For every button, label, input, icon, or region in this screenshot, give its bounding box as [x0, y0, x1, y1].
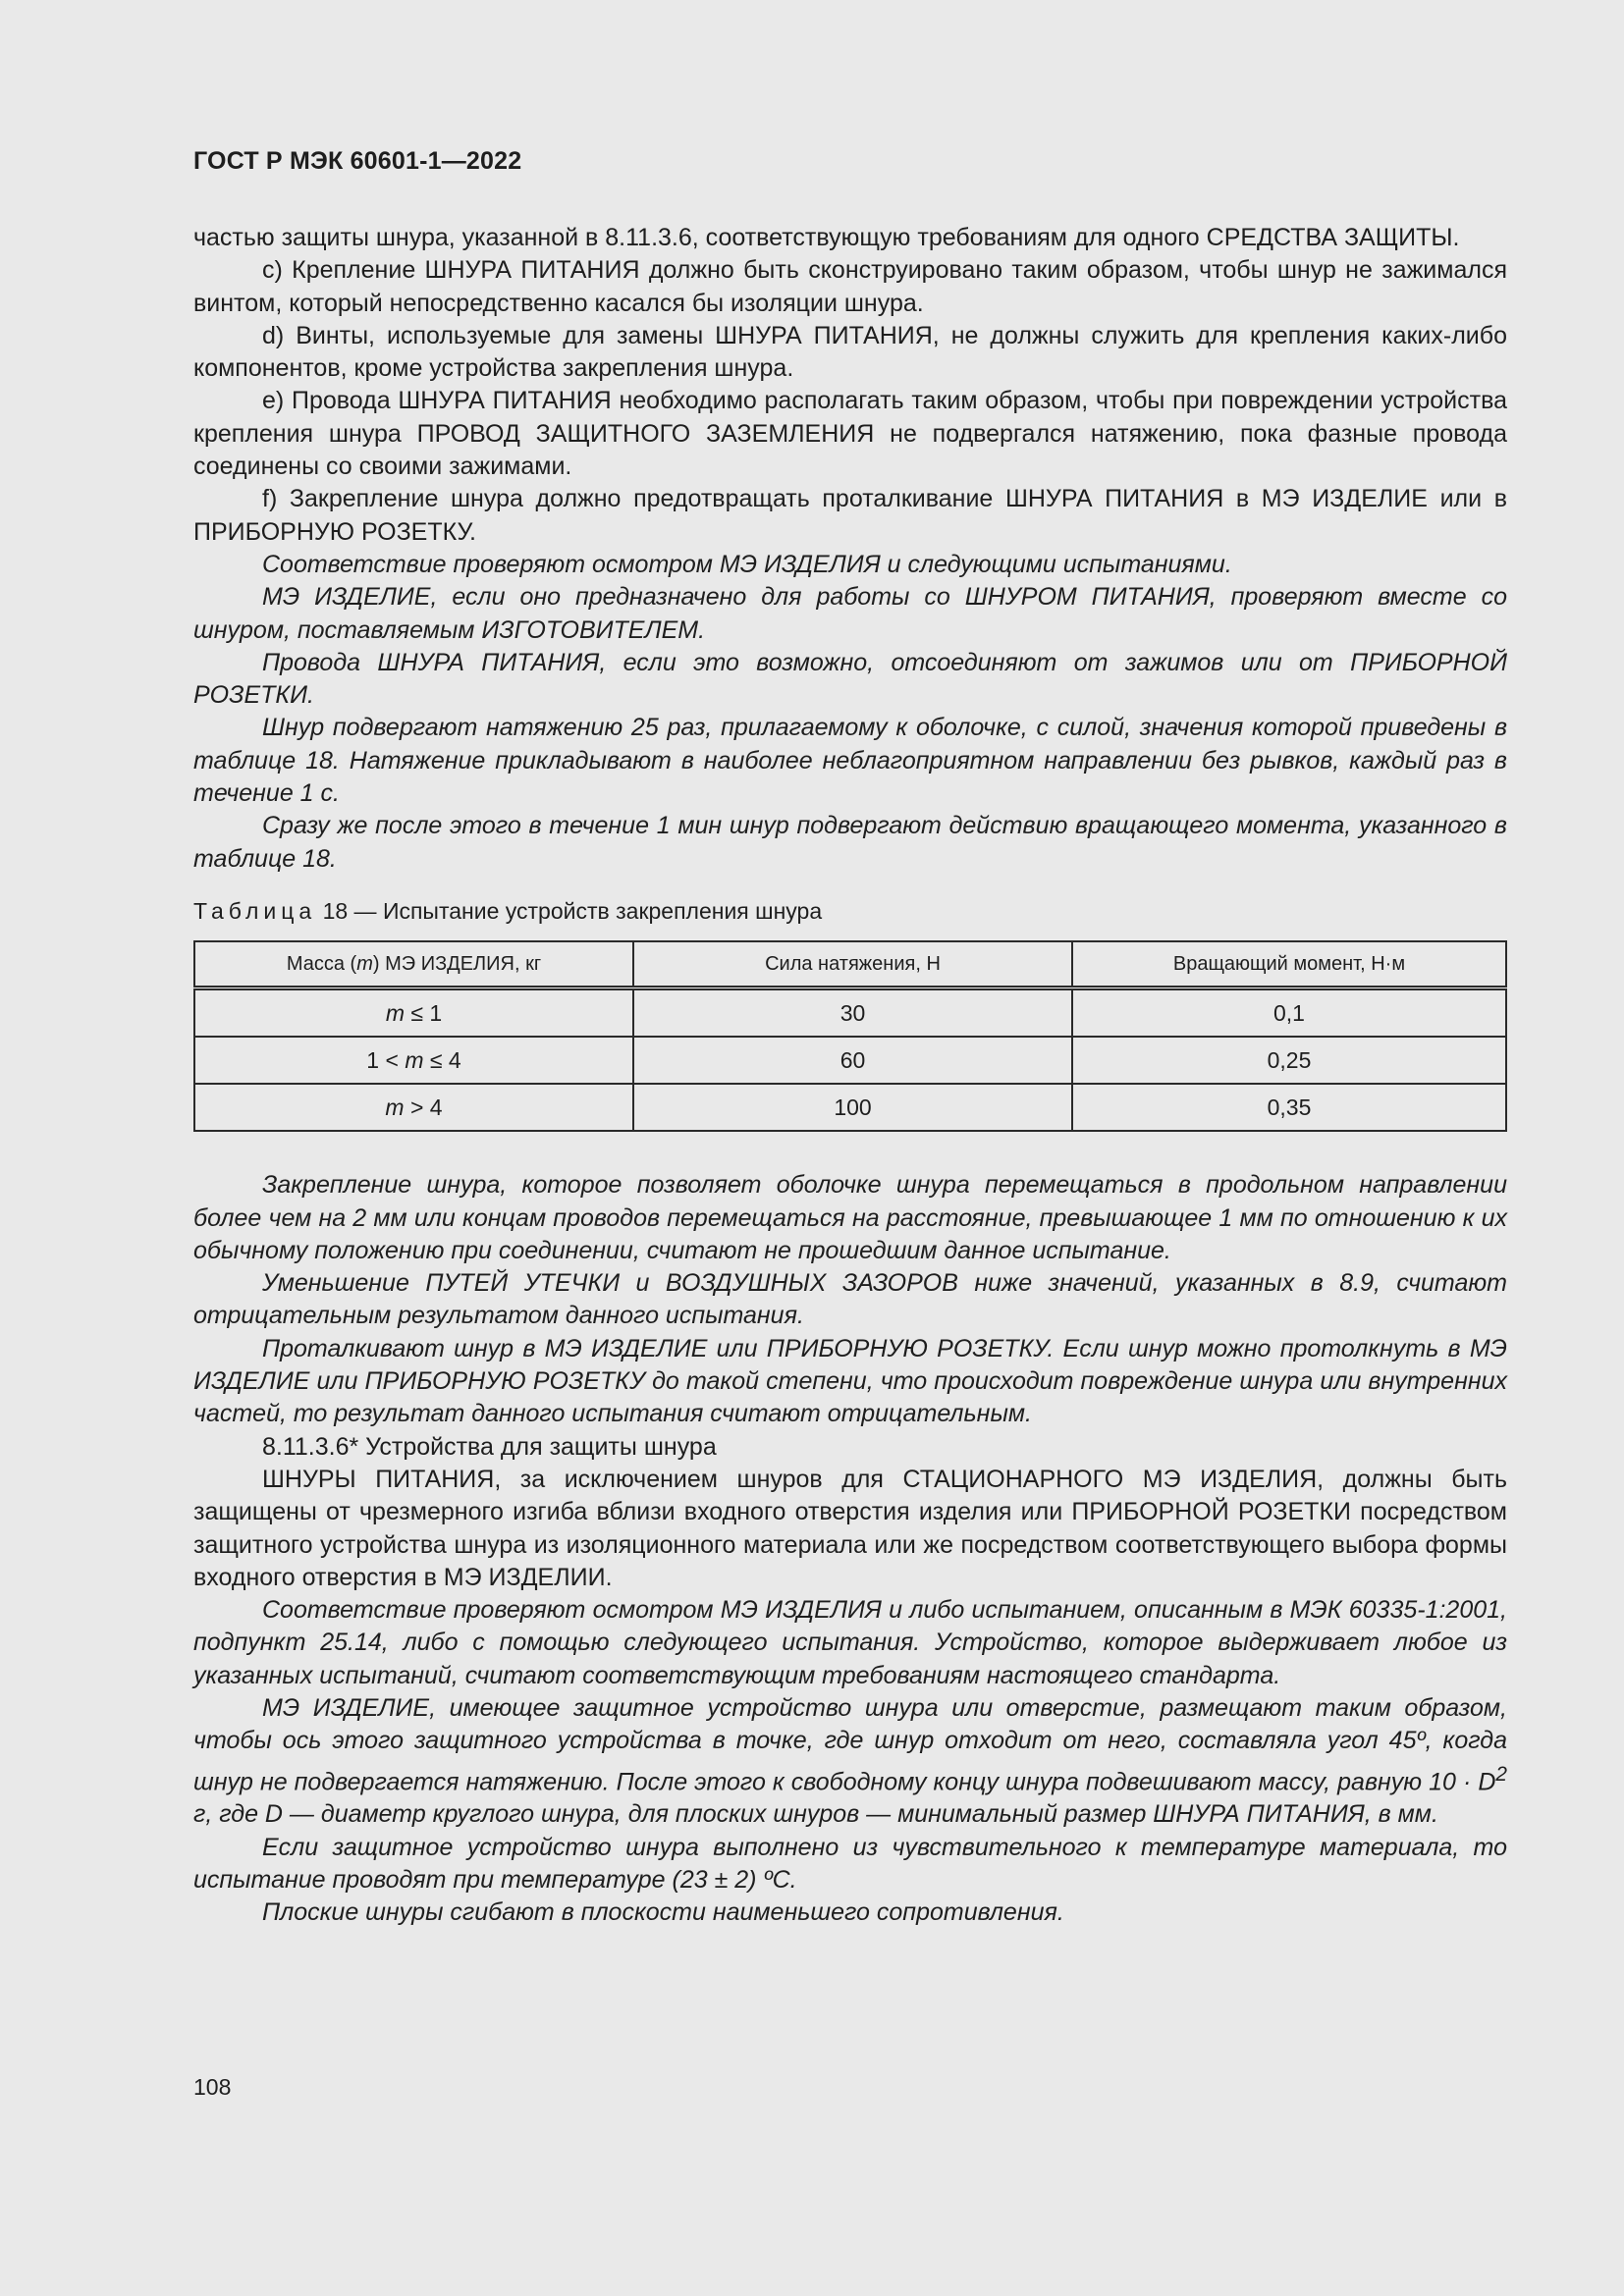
- cell-force: 60: [633, 1037, 1072, 1084]
- cell-force: 100: [633, 1084, 1072, 1131]
- compliance-paragraph: МЭ ИЗДЕЛИЕ, если оно предназначено для работы со ШНУРОМ ПИТАНИЯ, проверяют вместе со шнуром, поставляемым ИЗГОТОВИТЕЛЕМ.: [193, 583, 1507, 644]
- compliance-paragraph: Соответствие проверяют осмотром МЭ ИЗДЕЛИЯ и следующими испытаниями.: [262, 550, 1232, 578]
- compliance-paragraph: Закрепление шнура, которое позволяет оболочке шнура перемещаться в продольном направлении более чем на 2 мм или концам проводов перемещаться на расстояние, превышающее 1 мм по отношению к их обычному положению при соединении, считают не прошедшим данное испытание.: [193, 1171, 1507, 1264]
- cell-mass: m ≤ 1: [194, 988, 633, 1038]
- table-caption-title: 18 — Испытание устройств закрепления шнура: [322, 897, 823, 924]
- paragraph-item-d: d) Винты, используемые для замены ШНУРА ПИТАНИЯ, не должны служить для крепления каких-либо компонентов, кроме устройства закрепления шнура.: [193, 321, 1507, 383]
- section-heading-8-11-3-6: 8.11.3.6* Устройства для защиты шнура: [262, 1432, 717, 1461]
- compliance-paragraph: Проталкивают шнур в МЭ ИЗДЕЛИЕ или ПРИБОРНУЮ РОЗЕТКУ. Если шнур можно протолкнуть в МЭ ИЗДЕЛИЕ или ПРИБОРНУЮ РОЗЕТКУ до такой степени, что происходит повреждение шнура или внутренних частей, то результат данного испытания считают отрицательным.: [193, 1334, 1507, 1428]
- paragraph: ШНУРЫ ПИТАНИЯ, за исключением шнуров для СТАЦИОНАРНОГО МЭ ИЗДЕЛИЯ, должны быть защищены от чрезмерного изгиба вблизи входного отверстия изделия или ПРИБОРНОЙ РОЗЕТКИ посредством защитного устройства шнура из изоляционного материала или же посредством соответствующего выбора формы входного отверстия в МЭ ИЗДЕЛИИ.: [193, 1465, 1507, 1591]
- compliance-paragraph: Если защитное устройство шнура выполнено из чувствительного к температуре материала, то испытание проводят при температуре (23 ± 2) ºC.: [193, 1833, 1507, 1894]
- compliance-paragraph: Сразу же после этого в течение 1 мин шнур подвергают действию вращающего момента, указанного в таблице 18.: [193, 812, 1507, 873]
- document-header: ГОСТ Р МЭК 60601-1—2022: [193, 147, 522, 175]
- table-row: [194, 1084, 1506, 1131]
- paragraph: частью защиты шнура, указанной в 8.11.3.6, соответствующую требованиям для одного СРЕДСТВА ЗАЩИТЫ.: [193, 224, 1460, 251]
- cell-torque: 0,1: [1072, 988, 1506, 1038]
- column-header-mass: Масса (m) МЭ ИЗДЕЛИЯ, кг: [194, 941, 633, 988]
- table-header-row: [194, 941, 1506, 988]
- paragraph-item-c: c) Крепление ШНУРА ПИТАНИЯ должно быть сконструировано таким образом, чтобы шнур не зажимался винтом, который непосредственно касался бы изоляции шнура.: [193, 256, 1507, 317]
- paragraph-item-f: f) Закрепление шнура должно предотвращать проталкивание ШНУРА ПИТАНИЯ в МЭ ИЗДЕЛИЕ или в ПРИБОРНУЮ РОЗЕТКУ.: [193, 485, 1507, 546]
- document-body: [193, 222, 1507, 1929]
- compliance-paragraph: Уменьшение ПУТЕЙ УТЕЧКИ и ВОЗДУШНЫХ ЗАЗОРОВ ниже значений, указанных в 8.9, считают отрицательным результатом данного испытания.: [193, 1269, 1507, 1330]
- page-number: 108: [193, 2074, 232, 2100]
- table-caption: [193, 895, 1507, 928]
- cell-mass: 1 < m ≤ 4: [194, 1037, 633, 1084]
- table-row: [194, 988, 1506, 1038]
- compliance-paragraph: Плоские шнуры сгибают в плоскости наименьшего сопротивления.: [262, 1898, 1064, 1927]
- compliance-paragraph: Соответствие проверяют осмотром МЭ ИЗДЕЛИЯ и либо испытанием, описанным в МЭК 60335-1:2001, подпункт 25.14, либо с помощью следующего испытания. Устройство, которое выдерживает любое из указанных испытаний, считают соответствующим требованиям настоящего стандарта.: [193, 1596, 1507, 1689]
- column-header-torque: Вращающий момент, Н·м: [1072, 941, 1506, 988]
- column-header-force: Сила натяжения, Н: [633, 941, 1072, 988]
- paragraph-item-e: e) Провода ШНУРА ПИТАНИЯ необходимо располагать таким образом, чтобы при повреждении устройства крепления шнура ПРОВОД ЗАЩИТНОГО ЗАЗЕМЛЕНИЯ не подвергался натяжению, пока фазные провода соединены со своими зажимами.: [193, 387, 1507, 481]
- compliance-paragraph: МЭ ИЗДЕЛИЕ, имеющее защитное устройство шнура или отверстие, размещают таким образом, чтобы ось этого защитного устройства в точке, где шнур отходит от него, составляла угол 45º, когда шнур не подвергается натяжению. После этого к свободному концу шнура подвешивают массу, равную $10 \cdot D^2$ г, где D — диаметр круглого шнура, для плоских шнуров — минимальный размер ШНУРА ПИТАНИЯ, в мм.: [193, 1693, 1507, 1829]
- table-caption-label: Таблица: [193, 897, 317, 924]
- compliance-paragraph: Провода ШНУРА ПИТАНИЯ, если это возможно, отсоединяют от зажимов или от ПРИБОРНОЙ РОЗЕТКИ.: [193, 648, 1507, 710]
- table-row: [194, 1037, 1506, 1084]
- compliance-paragraph: Шнур подвергают натяжению 25 раз, прилагаемому к оболочке, с силой, значения которой приведены в таблице 18. Натяжение прикладывают в наиболее неблагоприятном направлении без рывков, каждый раз в течение 1 с.: [193, 714, 1507, 808]
- cell-torque: 0,35: [1072, 1084, 1506, 1131]
- table-18: [193, 940, 1507, 1132]
- cell-force: 30: [633, 988, 1072, 1038]
- cell-torque: 0,25: [1072, 1037, 1506, 1084]
- cell-mass: m > 4: [194, 1084, 633, 1131]
